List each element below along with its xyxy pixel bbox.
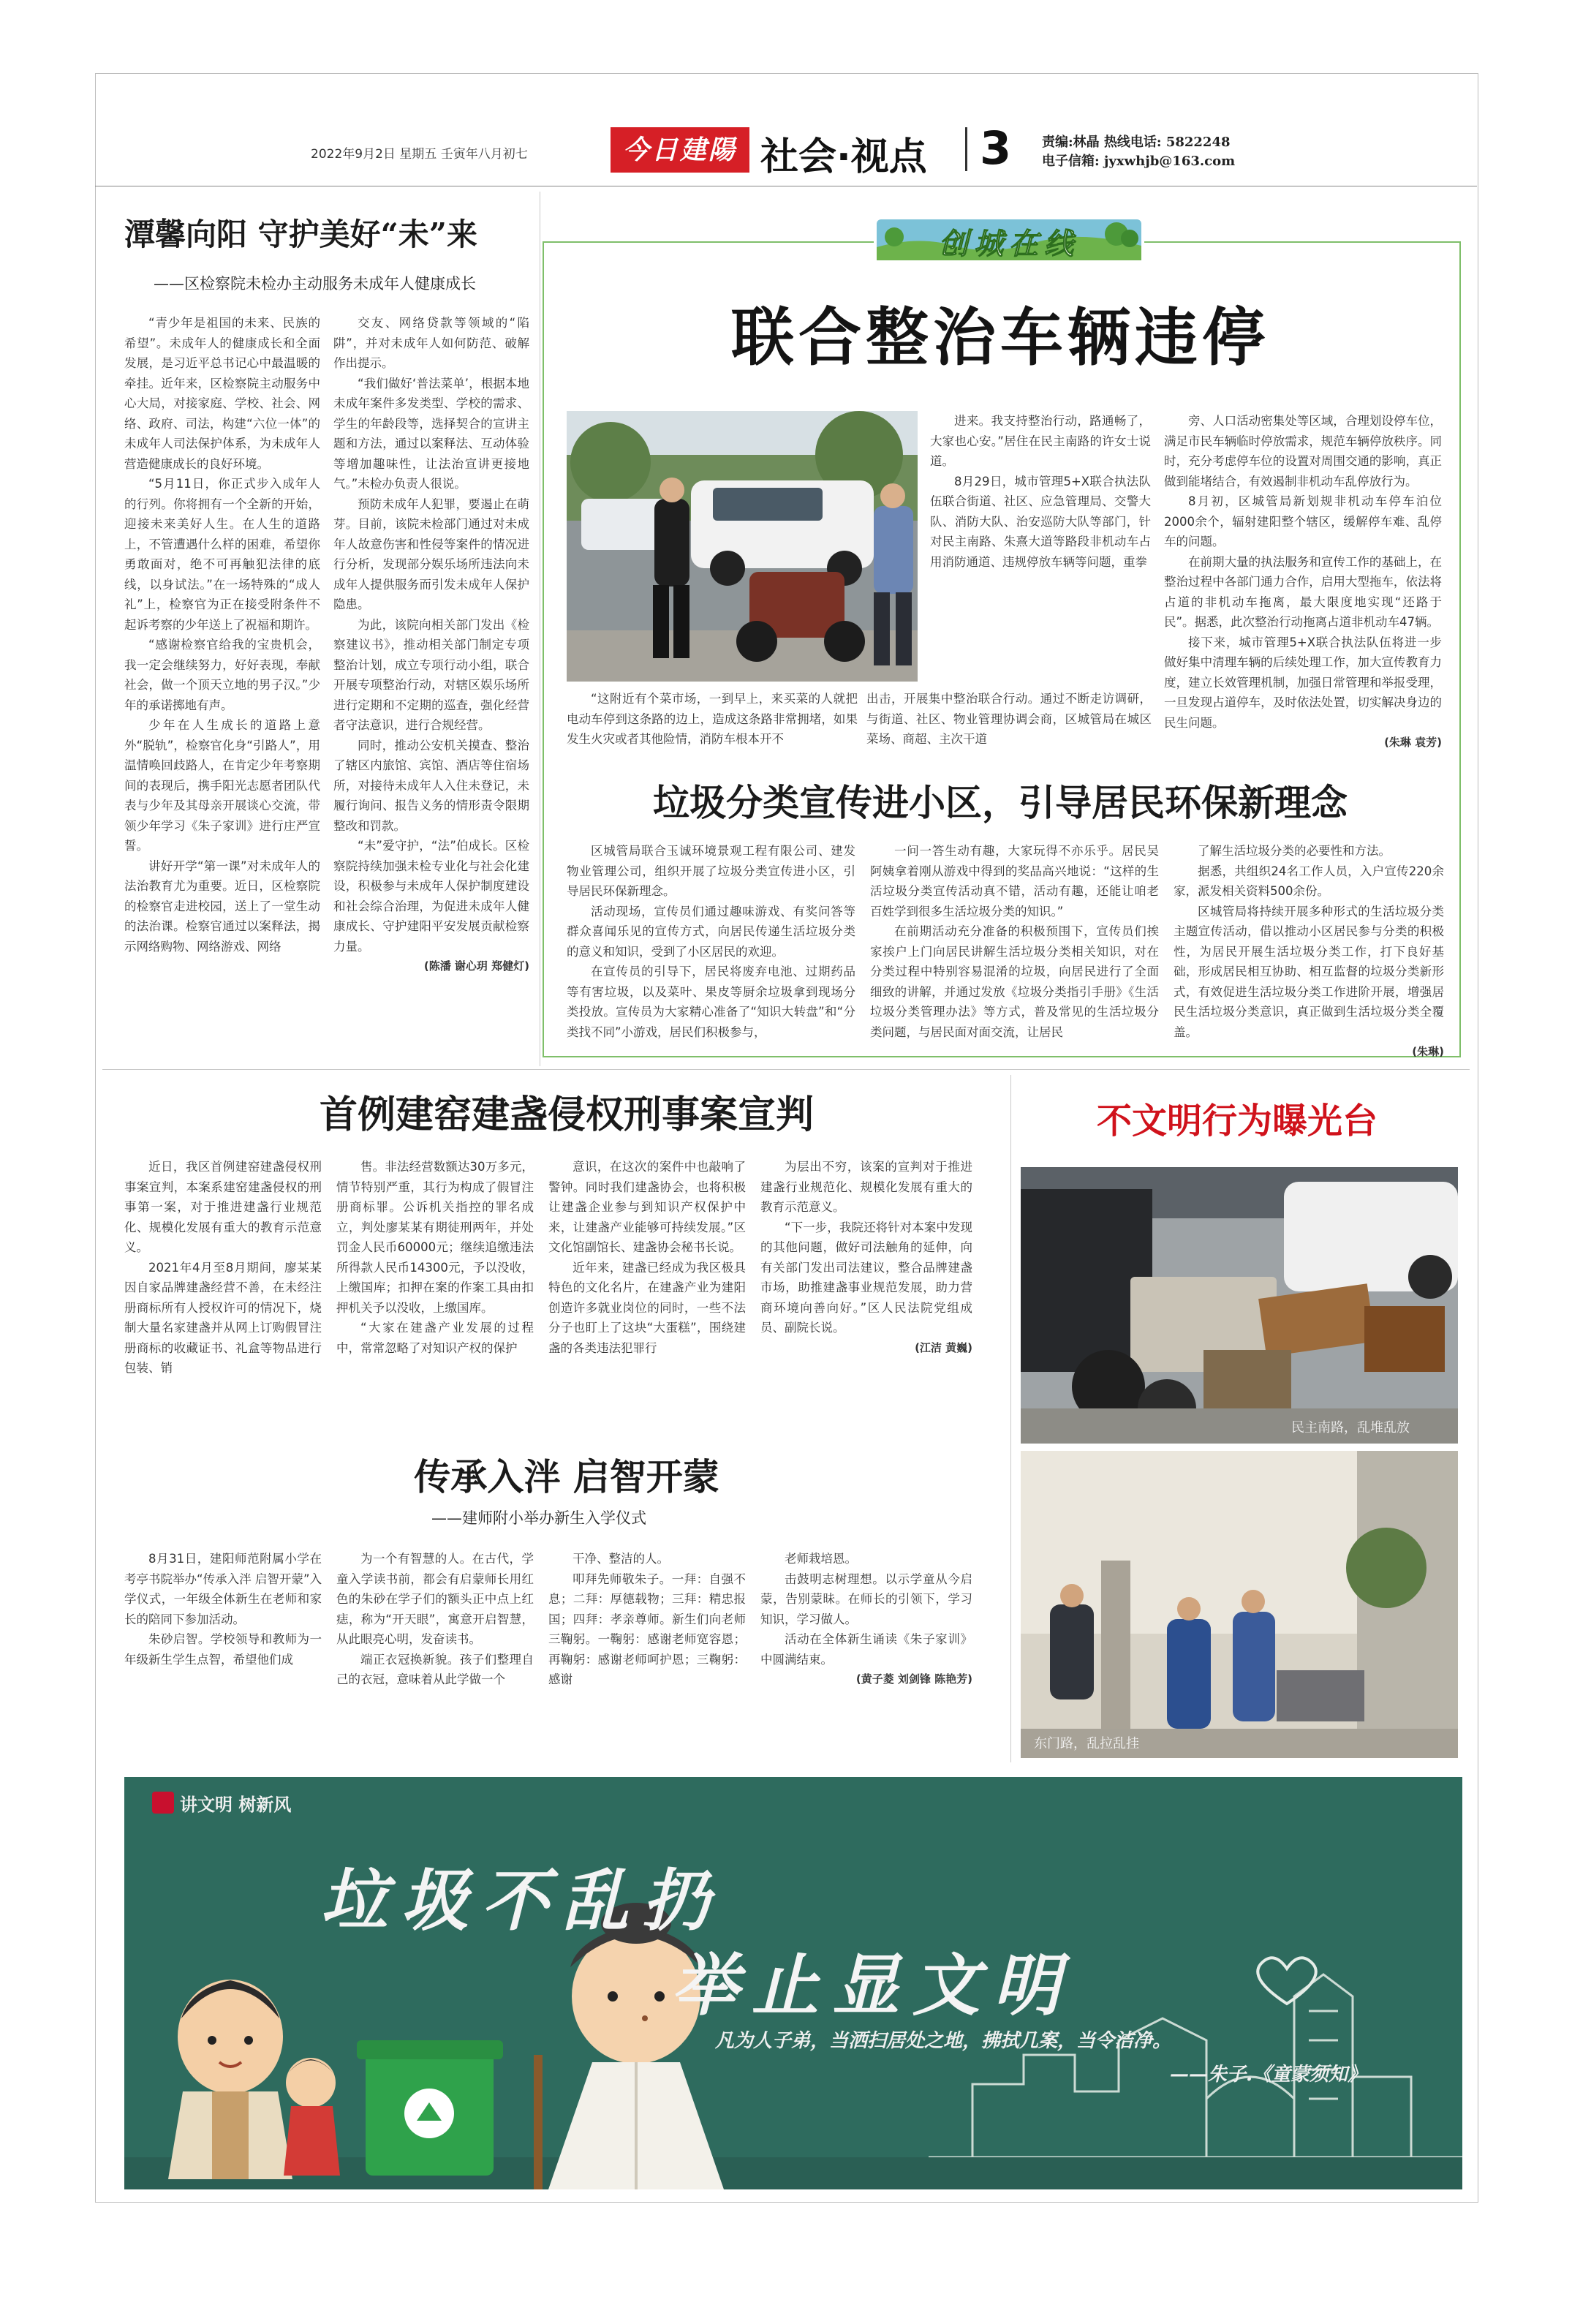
article5-col4: 老师栽培恩。 击鼓明志树理想。以示学童从今启蒙，告别蒙昧。在师长的引领下，学习知识，学习做人。 活动在全体新生诵读《朱子家训》中圆满结束。 (黄子菱 刘剑锋 陈艳芳) <box>760 1549 972 1690</box>
exposure-photo-1 <box>1021 1167 1458 1444</box>
article5-title: 传承入泮 启智开蒙 <box>414 1455 719 1498</box>
article1-col1: “青少年是祖国的未来、民族的希望”。未成年人的健康成长和全面发展，是习近平总书记心中最温暖的牵挂。近年来，区检察院主动服务中心大局，对接家庭、学校、社会、网络、政府、司法，构建“六位一体”的未成年人司法保护体系，为未成年人营造健康成长的良好环境。 “5月11日，你正式步入成年人的行列。你将拥有一个全新的开始，迎接未来美好人生。在人生的道路上，不管遭遇什么样的困难，希望你勇敢面对，绝不可再触犯法律的底线，以身试法。”在一场特殊的“成人礼”上，检察官为正在接受附条件不起诉考察的少年送上了祝福和期许。 “感谢检察官给我的宝贵机会，我一定会继续努力，好好表现，奉献社会，做一个顶天立地的男子汉。”少年的承诺掷地有声。 少年在人生成长的道路上意外“脱轨”，检察官化身“引路人”，用温情唤回歧路人，在肯定少年考察期间的表现后，携手阳光志愿者团队代表与少年及其母亲开展谈心交流，带领少年学习《朱子家训》进行庄严宣誓。 讲好开学“第一课”对未成年人的法治教育尤为重要。近日，区检察院的检察官走进校园，送上了一堂生动的法治课。检察官通过以案释法，揭示网络购物、网络游戏、网络 <box>124 316 320 954</box>
exposure-caption-1: 民主南路，乱堆乱放 <box>1291 1420 1410 1435</box>
article4-credit: (江洁 黄巍) <box>915 1340 972 1354</box>
article4-col2: 售。非法经营数额达30万多元，情节特别严重，其行为构成了假冒注册商标罪。公诉机关指控的罪名成立，判处廖某某有期徒刑两年，并处罚金人民币60000元；继续追缴违法所得款人民币14300元，予以没收，上缴国库；扣押在案的作案工具由扣押机关予以没收，上缴国库。 “大家在建盏产业发展的过程中，常常忽略了对知识产权的保护 <box>336 1160 534 1355</box>
article5-credit: (黄子菱 刘剑锋 陈艳芳) <box>855 1672 972 1686</box>
article1-title: 潭馨向阳 守护美好“未”来 <box>124 216 477 252</box>
article2-caption: “这附近有个菜市场，一到早上，来买菜的人就把电动车停到这条路的边上，造成这条路非常拥堵，如果发生火灾或者其他险情，消防车根本开不 <box>567 692 858 746</box>
email-line: 电子信箱: jyxwhjb@163.com <box>1042 154 1236 169</box>
masthead <box>95 117 1477 183</box>
article3-col1: 区城管局联合玉诚环境景观工程有限公司、建发物业管理公司，组织开展了垃圾分类宣传进小区，引导居民环保新理念。 活动现场，宣传员们通过趣味游戏、有奖问答等群众喜闻乐见的宣传方式，向居民传递生活垃圾分类的意义和知识，受到了小区居民的欢迎。 在宣传员的引导下，居民将废弃电池、过期药品等有害垃圾，以及菜叶、果皮等厨余垃圾拿到现场分类投放。宣传员为大家精心准备了“知识大转盘”和“分类找不同”小游戏，居民们积极参与， <box>567 844 855 1039</box>
exposure-caption-2: 东门路，乱拉乱挂 <box>1034 1736 1139 1751</box>
article5-col2: 为一个有智慧的人。在古代，学童入学读书前，都会有启蒙师长用红色的朱砂在学子们的额头正中点上红痣，称为“开天眼”，寓意开启智慧，从此眼亮心明，发奋读书。 端正衣冠换新貌。孩子们整理自己的衣冠，意味着从此学做一个 <box>336 1552 534 1686</box>
article2-caption-col <box>567 689 858 750</box>
article3-credit: (朱琳) <box>1412 1045 1444 1058</box>
logo <box>611 127 749 173</box>
ad-brand-text: 讲文明 树新风 <box>180 1794 292 1815</box>
ad-slogan-line2: 举止显文明 <box>671 1946 1074 2025</box>
article2-credit: (朱琳 袁芳) <box>1384 736 1442 749</box>
header-date: 2022年9月2日 星期五 壬寅年八月初七 <box>311 147 528 162</box>
article5-col3: 干净、整洁的人。 叩拜先师敬朱子。一拜：自强不息；二拜：厚德载物；三拜：精忠报国；四拜：孝亲尊师。新生们向老师三鞠躬。一鞠躬：感谢老师宽容恩；再鞠躬：感谢老师呵护恩；三鞠躬：感谢 <box>548 1552 746 1686</box>
page-number: 3 <box>980 121 1012 175</box>
exposure-photo-1-art <box>1021 1167 1458 1444</box>
article5-subtitle: ——建师附小举办新生入学仪式 <box>431 1509 646 1527</box>
article3-col3: 了解生活垃圾分类的必要性和方法。 据悉，共组织24名工作人员，入户宣传220余家，派发相关资料500余份。 区城管局将持续开展多种形式的生活垃圾分类主题宣传活动，借以推动小区居民参与分类的积极性，为居民开展生活垃圾分类工作，打下良好基础，形成居民相互协助、相互监督的垃圾分类新形式，有效促进生活垃圾分类工作进阶开展，增强居民生活垃圾分类意识，真正做到生活垃圾分类全覆盖。 (朱琳) <box>1174 841 1444 1063</box>
article2-col-a: 进来。我支持整治行动，路通畅了，大家也心安。”居住在民主南路的许女士说道。 8月29日，城市管理5+X联合执法队伍联合街道、社区、应急管理局、交警大队、消防大队、治安巡防大队等部门，针对民主南路、朱熹大道等路段非机动车占用消防通道、违规停放车辆等问题，重拳 <box>930 414 1151 569</box>
article3-col2: 一问一答生动有趣，大家玩得不亦乐乎。居民吴阿姨拿着刚从游戏中得到的奖品高兴地说：“这样的生活垃圾分类宣传活动真不错，活动有趣，还能让咱老百姓学到很多生活垃圾分类的知识。” 在前期活动充分准备的积极预围下，宣传员们挨家挨户上门向居民讲解生活垃圾分类相关知识，对在分类过程中特别容易混淆的垃圾，向居民进行了全面细致的讲解，并通过发放《垃圾分类指引手册》《生活垃圾分类管理办法》等方式，普及常见的生活垃圾分类问题，与居民面对面交流，让居民 <box>870 844 1159 1039</box>
article2-photo <box>567 411 918 682</box>
article4-col4: 为层出不穷，该案的宣判对于推进建盏行业规范化、规模化发展有重大的教育示范意义。 “下一步，我院还将针对本案中发现的其他问题，做好司法触角的延伸，向有关部门发出司法建议，整合品牌建盏市场，助推建盏事业规范发展，助力营商环境向善向好。”区人民法院党组成员、副院长说。 (江洁 黄巍) <box>760 1157 972 1358</box>
ad-brand-mark <box>152 1792 174 1814</box>
article2-photo-art <box>567 411 918 682</box>
article5-col1: 8月31日，建阳师范附属小学在考亭书院举办“传承入泮 启智开蒙”入学仪式，一年级全体新生在老师和家长的陪同下参加活动。 朱砂启智。学校领导和教师为一年级新生学生点智，希望他们成 <box>124 1552 322 1667</box>
editor-line: 责编:林晶 热线电话: 5822248 <box>1042 135 1231 150</box>
city-badge-text: 创城在线 <box>939 227 1079 261</box>
article1-col2: 交友、网络贷款等领域的“陷阱”，并对未成年人如何防范、破解作出提示。 “我们做好‘普法菜单’，根据本地未成年案件多发类型、学校的需求、学生的年龄段等，选择契合的宣讲主题和方法，通过以案释法、互动体验等增加趣味性，让法治宣讲更接地气。”未检办负责人很说。 预防未成年人犯罪，要遏止在萌芽。目前，该院未检部门通过对未成年人故意伤害和性侵等案件的情况进行分析，发现部分娱乐场所违法向未成年人提供服务而引发未成年人保护隐患。 为此，该院向相关部门发出《检察建议书》，推动相关部门制定专项整治计划，成立专项行动小组，联合开展专项整治行动，对辖区娱乐场所进行定期和不定期的巡查，强化经营者守法意识，进行合规经营。 同时，推动公安机关摸查、整治了辖区内旅馆、宾馆、酒店等住宿场所，对接待未成年人入住未登记，未履行询问、报告义务的情形责令限期整改和罚款。 “未”爱守护，“法”伯成长。区检察院持续加强未检专业化与社会化建设，积极参与未成年人保护制度建设和社会综合治理，为促进未成年人健康成长、守护建阳平安发展贡献检察力量。 (陈潘 谢心玥 郑健灯) <box>333 313 529 977</box>
exposure-photo-2-art <box>1021 1451 1458 1758</box>
ad-quote: 凡为人子弟，当洒扫居处之地，拂拭几案，当令洁净。 <box>715 2030 1172 2052</box>
ad-brand <box>152 1790 291 1815</box>
article4-title: 首例建窑建盏侵权刑事案宣判 <box>319 1093 814 1137</box>
article4-col3: 意识，在这次的案件中也敲响了警钟。同时我们建盏协会，也将积极让建盏企业参与到知识产权保护中来，让建盏产业能够可持续发展。”区文化馆副馆长、建盏协会秘书长说。 近年来，建盏已经成为我区极具特色的文化名片，在建盏产业为建阳创造许多就业岗位的同时，一些不法分子也盯上了这块“大蛋糕”，围绕建盏的各类违法犯罪行 <box>548 1160 746 1355</box>
ad-board <box>124 1777 1462 2189</box>
exposure-photo-2 <box>1021 1451 1458 1758</box>
article2-title: 联合整治车辆违停 <box>731 301 1269 374</box>
article4-col1: 近日，我区首例建窑建盏侵权刑事案宣判，本案系建窑建盏侵权的刑事第一案，对于推进建盏行业规范化、规模化发展有重大的教育示范意义。 2021年4月至8月期间，廖某某因自家品牌建盏经营不善，在未经注册商标所有人授权许可的情况下，烧制大量名家建盏并从网上订购假冒注册商标的收藏证书、礼盒等物品进行包装、销 <box>124 1160 322 1375</box>
header-divider <box>965 127 967 171</box>
exposure-title: 不文明行为曝光台 <box>1096 1101 1378 1142</box>
ad-slogan-line1: 垃圾不乱扔 <box>320 1861 723 1940</box>
article2-col-b: 旁、人口活动密集处等区域，合理划设停车位，满足市民车辆临时停放需求，规范车辆停放秩序。同时，充分考虑停车位的设置对周围交通的影响，真正做到能堵结合，有效遏制非机动车乱停放行为。 8月初，区城管局新划规非机动车停车泊位2000余个，辐射建阳整个辖区，缓解停车难、乱停车的问题。 在前期大量的执法服务和宣传工作的基础上，在整治过程中各部门通力合作，启用大型拖车，依法将占道的非机动车拖离，最大限度地实现“还路于民”。据悉，此次整治行动拖离占道非机动车47辆。 接下来，城市管理5+X联合执法队伍将进一步做好集中清理车辆的后续处理工作，加大宣传教育力度，建立长效管理机制，加强日常管理和举报受理，一旦发现占道停车，及时依法处置，切实解决身边的民生问题。 (朱琳 袁芳) <box>1164 411 1442 753</box>
article1-subtitle: ——区检察院未检办主动服务未成年人健康成长 <box>154 275 476 293</box>
article1-credit: (陈潘 谢心玥 郑健灯) <box>423 959 529 973</box>
logo-text: 今日建陽 <box>622 135 737 165</box>
section-title: 社会·视点 <box>760 135 927 179</box>
city-badge <box>874 214 1144 266</box>
article2-col-cont: 出击，开展集中整治联合行动。通过不断走访调研，与街道、社区、物业管理协调会商，区城管局在城区菜场、商超、主次干道 <box>866 692 1152 746</box>
ad-quote-source: ——朱子.《童蒙须知》 <box>1170 2064 1367 2086</box>
article3-title: 垃圾分类宣传进小区，引导居民环保新理念 <box>653 781 1348 824</box>
exposure-divider <box>1010 1075 1011 1762</box>
section-rule <box>102 1069 1470 1070</box>
